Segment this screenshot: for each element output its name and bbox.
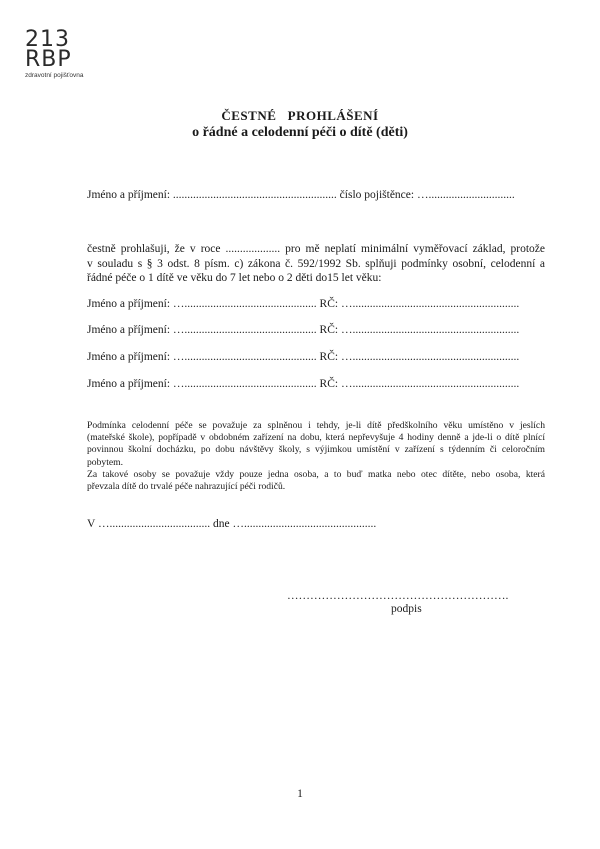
title-line-1: ČESTNÉ PROHLÁŠENÍ	[221, 108, 379, 123]
logo-letters: RBP	[25, 47, 72, 72]
signature-label: podpis	[391, 603, 422, 615]
note-line: pobytem.	[87, 456, 123, 468]
note-line: (mateřské škole), popřípadě v obdobném zařízení na dobu, která nepřevyšuje 4 hodiny denně a jde-li o dítě plnící	[87, 432, 545, 444]
note-line: povinnou školní docházku, po dobu návštěvy školy, s výjimkou umístění v zařízení s týdenním či celoročním	[87, 444, 545, 456]
declaration-line: čestně prohlašuji, že v roce ................... pro mě neplatí minimální vyměřovací základ, protože	[87, 243, 545, 255]
note-line: Podmínka celodenní péče se považuje za splněnou i tehdy, je-li dítě předškolního věku umístěno v jeslích	[87, 420, 545, 431]
child-row: Jméno a příjmení: ….............................................. RČ: …..........................................................	[87, 324, 520, 336]
declaration-line: v souladu s § 3 odst. 8 písm. c) zákona č. 592/1992 Sb. splňuji podmínky osobní, celodenní a	[87, 257, 545, 270]
title-line-2: o řádné a celodenní péči o dítě (děti)	[192, 125, 408, 140]
child-row: Jméno a příjmení: ….............................................. RČ: …..........................................................	[87, 351, 520, 363]
page-number: 1	[297, 788, 303, 800]
signature-line: ………………………………………………….	[287, 590, 509, 602]
declaration-line: řádné péče o 1 dítě ve věku do 7 let nebo o 2 děti do15 let věku:	[87, 272, 382, 284]
care-condition-note	[87, 420, 545, 493]
child-row: Jméno a příjmení: ….............................................. RČ: …..........................................................	[87, 298, 520, 310]
logo-number: 213	[25, 27, 70, 52]
note-line: převzala dítě do trvalé péče nahrazující péči rodičů.	[87, 481, 286, 493]
applicant-line: Jméno a příjmení: ......................................................... číslo pojištěnce: …..............................	[87, 189, 515, 201]
insurer-logo	[25, 27, 115, 79]
note-line: Za takové osoby se považuje vždy pouze jedna osoba, a to buď matka nebo otec dítěte, nebo osoba, která	[87, 468, 545, 480]
document-title	[0, 108, 600, 142]
declaration-paragraph	[87, 242, 545, 286]
logo-subtitle: zdravotní pojišťovna	[25, 72, 84, 79]
place-date-line: V …................................... dne …..............................................	[87, 518, 377, 530]
child-row: Jméno a příjmení: ….............................................. RČ: …..........................................................	[87, 378, 520, 390]
